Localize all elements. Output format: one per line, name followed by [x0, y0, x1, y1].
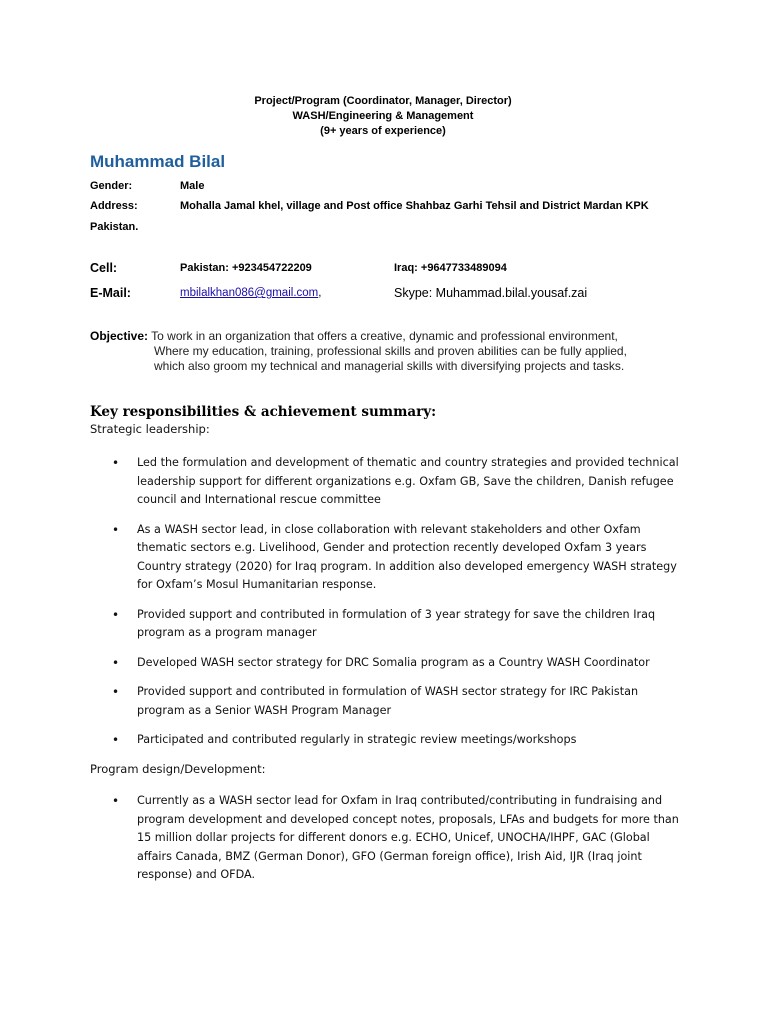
heading-line-2: WASH/Engineering & Management: [292, 110, 474, 122]
email-label: E-Mail:: [90, 286, 131, 300]
list-item: • Led the formulation and development of thematic and country strategies and provided technical leadership support for different organizations e.g. Oxfam GB, Save the children, Danish refugee council and International rescue committee: [112, 454, 682, 510]
objective-line-1: To work in an organization that offers a creative, dynamic and professional environment,: [151, 329, 618, 343]
address-label: Address:: [90, 200, 138, 212]
objective-label: Objective:: [90, 329, 149, 343]
skype-id: Skype: Muhammad.bilal.yousaf.zai: [394, 286, 588, 300]
heading-line-3: (9+ years of experience): [320, 125, 446, 137]
list-item: • As a WASH sector lead, in close collaboration with relevant stakeholders and other Oxfam thematic sectors e.g. Livelihood, Gender and protection recently developed Oxfam 3 years Country strategy (2020) for Iraq program. In addition also developed emergency WASH strategy for Oxfam’s Mosul Humanitarian response.: [112, 521, 682, 595]
email-separator: ,: [318, 287, 322, 299]
cell-label: Cell:: [90, 261, 118, 275]
address-value: Mohalla Jamal khel, village and Post office Shahbaz Garhi Tehsil and District Mardan KPK: [180, 200, 649, 212]
list-item: • Provided support and contributed in formulation of WASH sector strategy for IRC Pakistan program as a Senior WASH Program Manager: [112, 683, 682, 720]
program-design-title: Program design/Development:: [90, 762, 266, 776]
list-item: • Developed WASH sector strategy for DRC Somalia program as a Country WASH Coordinator: [112, 654, 682, 673]
address-continuation: Pakistan.: [90, 221, 139, 233]
strategic-leadership-title: Strategic leadership:: [90, 422, 210, 436]
strategic-leadership-list: [112, 454, 682, 761]
cell-iraq: Iraq: +9647733489094: [394, 262, 507, 274]
gender-value: Male: [180, 180, 205, 192]
heading-line-1: Project/Program (Coordinator, Manager, Director): [254, 95, 512, 107]
gender-label: Gender:: [90, 180, 133, 192]
cell-pakistan: Pakistan: +923454722209: [180, 262, 312, 274]
program-design-list: [112, 792, 682, 896]
objective-line-2: Where my education, training, professional skills and proven abilities can be fully applied,: [154, 344, 627, 358]
objective-line-3: which also groom my technical and managerial skills with diversifying projects and tasks.: [154, 359, 625, 373]
resume-heading: [0, 94, 766, 139]
list-item: • Currently as a WASH sector lead for Oxfam in Iraq contributed/contributing in fundraising and program development and developed concept notes, proposals, LFAs and budgets for more than 15 million dollar projects for different donors e.g. ECHO, Unicef, UNOCHA/IHPF, GAC (Global affairs Canada, BMZ (German Donor), GFO (German foreign office), Irish Aid, IJR (Iraq joint response) and OFDA.: [112, 792, 682, 885]
candidate-name: Muhammad Bilal: [90, 152, 226, 171]
email-link[interactable]: mbilalkhan086@gmail.com: [180, 287, 319, 299]
list-item: • Participated and contributed regularly in strategic review meetings/workshops: [112, 731, 682, 750]
list-item: • Provided support and contributed in formulation of 3 year strategy for save the children Iraq program as a program manager: [112, 606, 682, 643]
summary-title: Key responsibilities & achievement summary:: [90, 404, 437, 420]
email-line: [180, 287, 321, 299]
objective-section: [90, 329, 690, 374]
